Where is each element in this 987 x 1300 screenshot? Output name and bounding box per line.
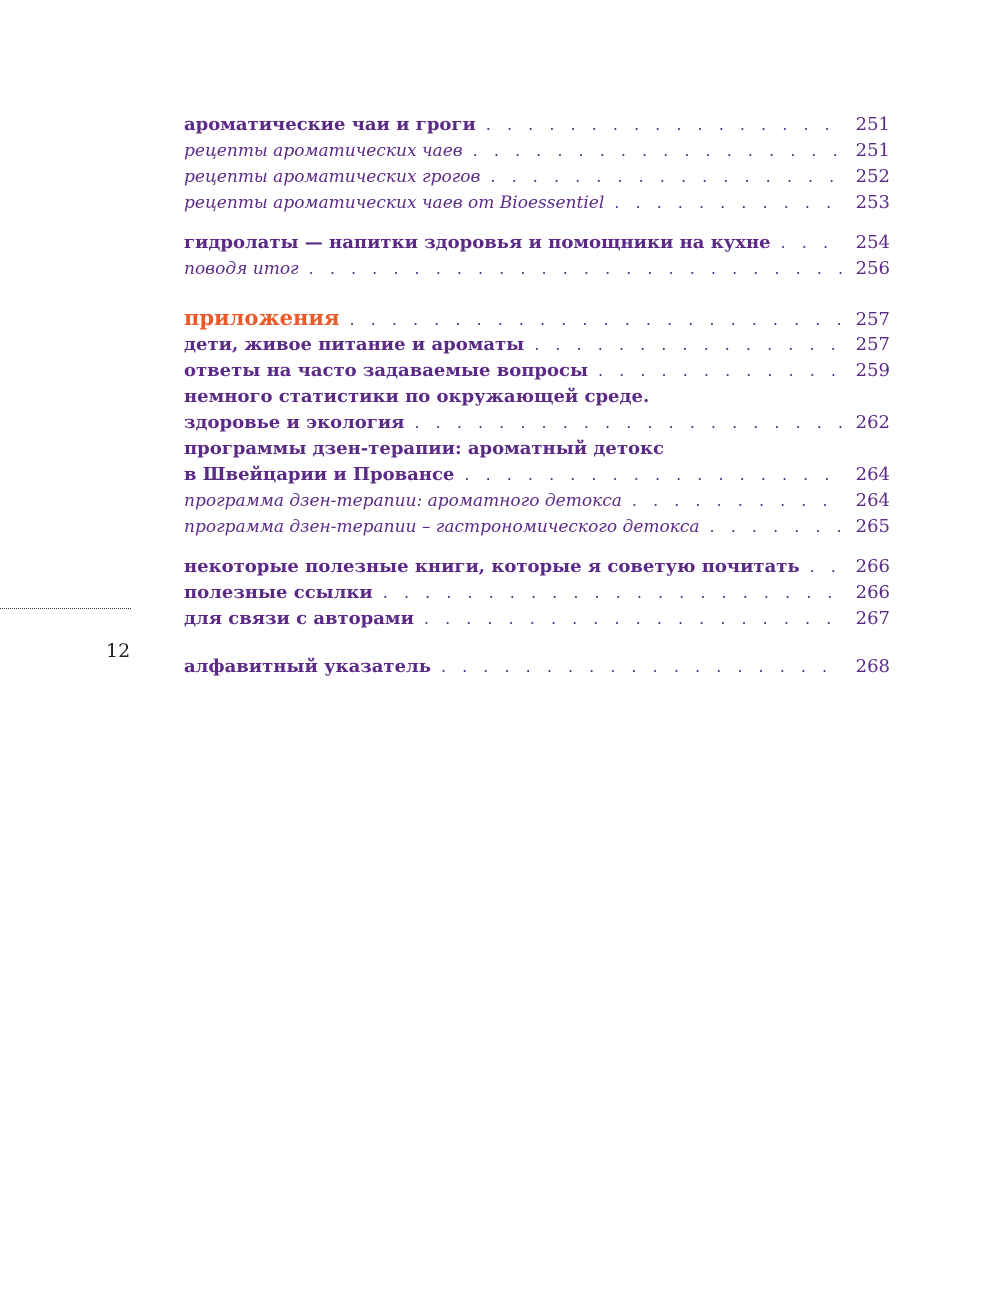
toc-entry-page: 266 (855, 582, 890, 603)
toc-entry-page: 265 (855, 516, 890, 537)
dot-leader (349, 306, 844, 334)
toc-entry-title: полезные ссылки (184, 582, 373, 603)
toc-entry (184, 332, 890, 358)
toc-entry-title: немного статистики по окружающей среде. (184, 386, 650, 407)
toc-entry-page: 259 (855, 360, 890, 381)
toc-entry-title: некоторые полезные книги, которые я советую почитать (184, 556, 800, 577)
dot-leader (614, 190, 844, 216)
toc-entry-line (184, 436, 890, 462)
dot-leader (781, 230, 844, 256)
toc-entry (184, 112, 890, 138)
toc-entry-page: 266 (855, 556, 890, 577)
toc-entry-title: ароматические чаи и гроги (184, 114, 476, 135)
dot-leader (710, 514, 844, 540)
toc-section-heading (184, 304, 890, 332)
toc-entry-page: 253 (855, 192, 890, 213)
toc-subentry (184, 514, 890, 540)
dot-leader (441, 654, 844, 680)
toc-entry-title: ответы на часто задаваемые вопросы (184, 360, 589, 381)
toc-subentry (184, 164, 890, 190)
toc-entry-title: гидролаты — напитки здоровья и помощники на кухне (184, 232, 771, 253)
dot-leader (490, 164, 844, 190)
page-number: 12 (106, 640, 131, 662)
toc-entry (184, 654, 890, 680)
toc-entry (184, 554, 890, 580)
toc-entry (184, 606, 890, 632)
toc-entry (184, 358, 890, 384)
toc-entry-page: 262 (855, 412, 890, 433)
dot-leader (486, 112, 844, 138)
toc-entry-title: рецепты ароматических чаев от Bioessentiel (184, 193, 605, 213)
dot-leader (473, 138, 844, 164)
toc-entry-page: 268 (855, 656, 890, 677)
toc-entry (184, 230, 890, 256)
toc-entry-title: программа дзен-терапии: ароматного детокса (184, 491, 622, 511)
toc-entry-title: дети, живое питание и ароматы (184, 334, 525, 355)
toc-entry-title: в Швейцарии и Провансе (184, 464, 455, 485)
table-of-contents (184, 112, 890, 680)
dot-leader (632, 488, 844, 514)
toc-subentry (184, 256, 890, 282)
toc-entry-title: поводя итог (184, 259, 299, 279)
toc-subentry (184, 138, 890, 164)
toc-entry-page: 257 (855, 309, 890, 330)
toc-entry (184, 410, 890, 436)
toc-section-title: приложения (184, 305, 340, 330)
toc-subentry (184, 488, 890, 514)
dot-leader (464, 462, 844, 488)
toc-entry-page: 251 (855, 140, 890, 161)
toc-entry-page: 257 (855, 334, 890, 355)
dot-leader (598, 358, 844, 384)
toc-entry (184, 580, 890, 606)
dot-leader (383, 580, 844, 606)
toc-subentry (184, 190, 890, 216)
toc-entry-title: программы дзен-терапии: ароматный детокс (184, 438, 664, 459)
toc-entry-title: рецепты ароматических грогов (184, 167, 481, 187)
toc-entry-title: алфавитный указатель (184, 656, 431, 677)
toc-entry-title: для связи с авторами (184, 608, 414, 629)
toc-entry-page: 251 (855, 114, 890, 135)
toc-entry-line (184, 384, 890, 410)
toc-entry (184, 462, 890, 488)
dot-leader (424, 606, 844, 632)
toc-entry-page: 264 (855, 490, 890, 511)
toc-entry-title: программа дзен-терапии – гастрономического детокса (184, 517, 700, 537)
toc-entry-page: 252 (855, 166, 890, 187)
toc-entry-title: рецепты ароматических чаев (184, 141, 463, 161)
toc-entry-page: 264 (855, 464, 890, 485)
toc-entry-page: 254 (855, 232, 890, 253)
toc-entry-page: 256 (855, 258, 890, 279)
dot-leader (534, 332, 844, 358)
dot-leader (810, 554, 844, 580)
toc-entry-title: здоровье и экология (184, 412, 405, 433)
toc-entry-page: 267 (855, 608, 890, 629)
dot-leader (414, 410, 844, 436)
margin-rule (0, 608, 131, 609)
dot-leader (309, 256, 844, 282)
